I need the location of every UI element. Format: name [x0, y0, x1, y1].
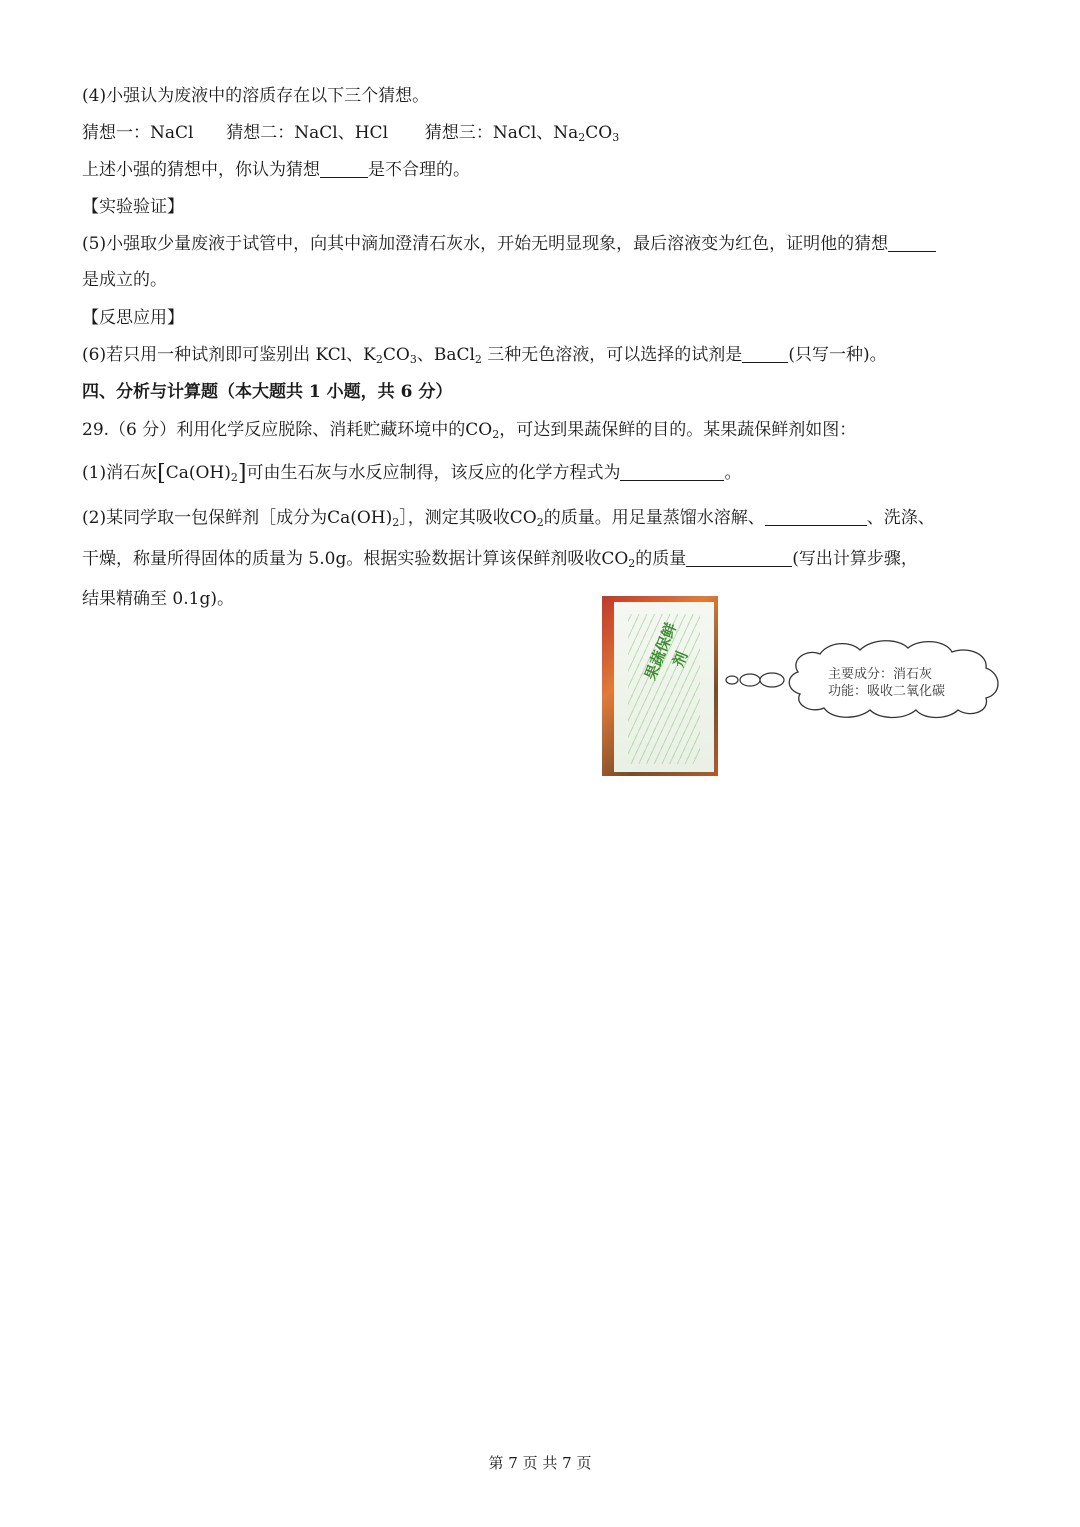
answer-blank[interactable]	[686, 548, 792, 567]
q4-intro: (4)小强认为废液中的溶质存在以下三个猜想。	[82, 86, 430, 106]
answer-blank[interactable]	[620, 462, 724, 481]
q29-stem: 29.（6 分）利用化学反应脱除、消耗贮藏环境中的$CO_2$，可达到果蔬保鲜的目的。某果蔬保鲜剂如图：	[82, 420, 857, 441]
q5-line1: (5)小强取少量废液于试管中，向其中滴加澄清石灰水，开始无明显现象，最后溶液变为红色，证明他的猜想	[82, 232, 936, 256]
guess2-value: NaCl、HCl	[294, 123, 389, 143]
q29-part1: (1)消石灰$[Ca(OH)_2]$可由生石灰与水反应制得，该反应的化学方程式为 。	[82, 461, 742, 486]
q29-part2-line1: (2)某同学取一包保鲜剂［成分为$Ca(OH)_2]$，测定其吸收$CO_2$的质量。用足量蒸馏水溶解、 、洗涤、	[82, 508, 935, 529]
answer-blank[interactable]	[742, 344, 788, 363]
q29-part2-line2: 干燥，称量所得固体的质量为 5.0g。根据实验数据计算该保鲜剂吸收$CO_2$的质量 (写出计算步骤，	[82, 549, 918, 570]
guess1-value: NaCl	[150, 123, 194, 143]
guess1-label: 猜想一：	[82, 123, 150, 143]
guess3-value: NaCl、$Na_2CO_3$	[492, 123, 620, 144]
answer-blank[interactable]	[765, 507, 867, 526]
section4-heading: 四、分析与计算题（本大题共 1 小题，共 6 分）	[82, 382, 453, 402]
answer-blank[interactable]	[320, 159, 368, 178]
q29-part2-line3: 结果精确至 0.1g)。	[82, 589, 234, 609]
guess2-label: 猜想二：	[226, 123, 295, 143]
preservative-packet-photo	[602, 596, 718, 776]
section-reflect-heading: 【反思应用】	[82, 308, 184, 328]
answer-blank[interactable]	[888, 233, 936, 252]
q5-line2: 是成立的。	[82, 270, 167, 290]
q4-guesses	[82, 121, 619, 145]
packet	[614, 602, 714, 772]
q4-question: 上述小强的猜想中，你认为猜想 是不合理的。	[82, 160, 470, 180]
page-footer: 第 7 页 共 7 页	[488, 1454, 592, 1472]
guess3-label: 猜想三：	[424, 123, 493, 143]
packet-title: 果蔬保鲜剂	[641, 620, 692, 683]
q6: (6)若只用一种试剂即可鉴别出 KCl、$K_2CO_3$、BaCl$_2$ 三种无色溶液，可以选择的试剂是 (只写一种)。	[82, 345, 887, 366]
section-verify-heading: 【实验验证】	[82, 197, 184, 217]
bubble-line1: 主要成分：消石灰	[828, 667, 933, 682]
bubble-line2: 功能：吸收二氧化碳	[828, 684, 946, 699]
